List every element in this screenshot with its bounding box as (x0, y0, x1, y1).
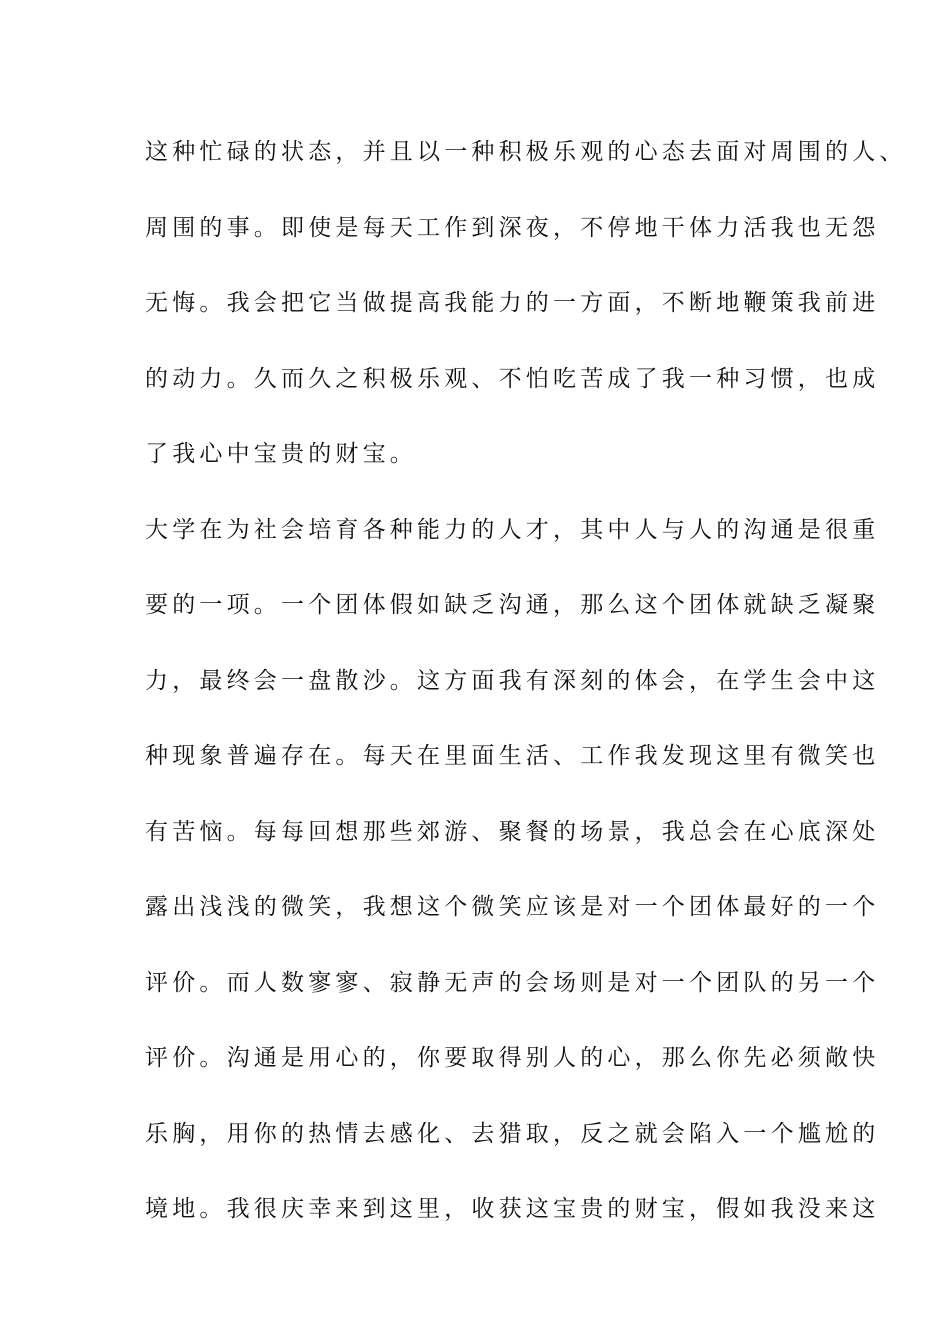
text-line: 评价。沟通是用心的，你要取得别人的心，那么你先必须敞快 (145, 1045, 880, 1071)
text-line: 评价。而人数寥寥、寂静无声的会场则是对一个团队的另一个 (145, 969, 880, 996)
text-line: 了我心中宝贵的财宝。 (145, 441, 417, 467)
text-line: 要的一项。一个团体假如缺乏沟通，那么这个团体就缺乏凝聚 (145, 592, 880, 618)
text-line: 境地。我很庆幸来到这里，收获这宝贵的财宝，假如我没来这 (145, 1196, 880, 1222)
text-line: 大学在为社会培育各种能力的人才，其中人与人的沟通是很重 (145, 516, 880, 543)
body-text (145, 124, 907, 1257)
text-line: 力，最终会一盘散沙。这方面我有深刻的体会，在学生会中这 (145, 667, 880, 694)
text-line: 这种忙碌的状态，并且以一种积极乐观的心态去面对周围的人、 (145, 139, 907, 165)
text-line: 有苦恼。每每回想那些郊游、聚餐的场景，我总会在心底深处 (145, 818, 880, 845)
text-line: 周围的事。即使是每天工作到深夜，不停地干体力活我也无怨 (145, 214, 880, 241)
text-line: 无悔。我会把它当做提高我能力的一方面，不断地鞭策我前进 (145, 290, 880, 316)
text-line: 的动力。久而久之积极乐观、不怕吃苦成了我一种习惯，也成 (145, 365, 880, 392)
text-line: 乐胸，用你的热情去感化、去猎取，反之就会陷入一个尴尬的 (145, 1120, 880, 1147)
text-line: 种现象普遍存在。每天在里面生活、工作我发现这里有微笑也 (145, 743, 880, 769)
text-line: 露出浅浅的微笑，我想这个微笑应该是对一个团体最好的一个 (145, 894, 880, 920)
